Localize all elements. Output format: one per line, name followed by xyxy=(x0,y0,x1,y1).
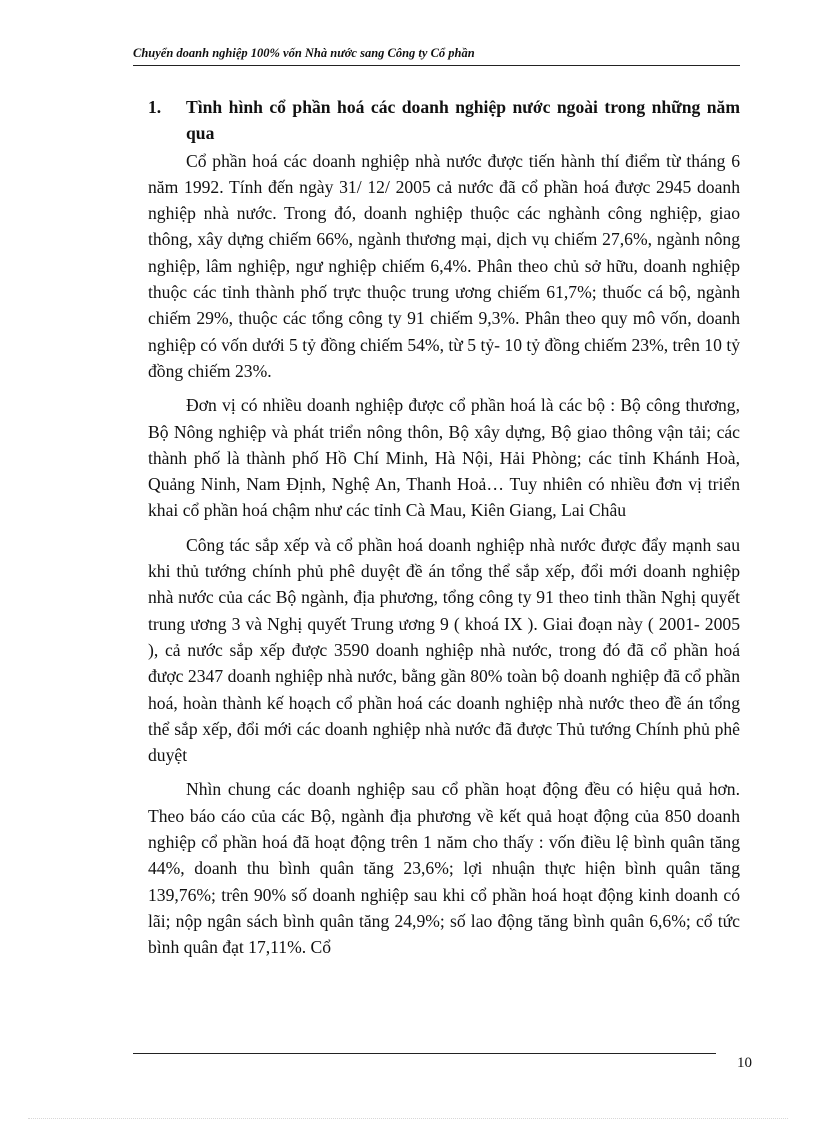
document-body xyxy=(148,94,740,961)
page-number: 10 xyxy=(737,1055,752,1071)
section-title: Tình hình cổ phần hoá các doanh nghiệp nước ngoài trong những năm qua xyxy=(186,97,740,144)
paragraph: Cổ phần hoá các doanh nghiệp nhà nước được tiến hành thí điểm từ tháng 6 năm 1992. Tính đến ngày 31/ 12/ 2005 cả nước đã cổ phần hoá được 2945 doanh nghiệp nhà nước. Trong đó, doanh nghiệp thuộc các nghành công nghiệp, giao thông, xây dựng chiếm 66%, ngành thương mại, dịch vụ chiếm 27,6%, ngành nông nghiệp, lâm nghiệp, ngư nghiệp chiếm 6,4%. Phân theo chủ sở hữu, doanh nghiệp thuộc các tỉnh thành phố trực thuộc trung ương chiếm 61,7%; thuốc cá bộ, ngành chiếm 29%, thuộc các tổng công ty 91 chiếm 9,3%. Phân theo quy mô vốn, doanh nghiệp có vốn dưới 5 tỷ đồng chiếm 54%, từ 5 tỷ- 10 tỷ đồng chiếm 23%, trên 10 tỷ đồng chiếm 23%. xyxy=(148,150,740,381)
footer-divider xyxy=(133,1053,716,1054)
page-edge-divider xyxy=(28,1118,788,1119)
paragraph: Nhìn chung các doanh nghiệp sau cổ phần hoạt động đều có hiệu quả hơn. Theo báo cáo của các Bộ, ngành địa phương về kết quả hoạt động của 850 doanh nghiệp cổ phần hoá đã hoạt động trên 1 năm cho thấy : vốn điều lệ bình quân tăng 44%, doanh thu bình quân tăng 23,6%; lợi nhuận thực hiện bình quân tăng 139,76%; trên 90% số doanh nghiệp sau khi cổ phần hoá hoạt động kinh doanh có lãi; nộp ngân sách bình quân tăng 24,9%; số lao động tăng bình quân 6,6%; cổ tức bình quân đạt 17,11%. Cổ xyxy=(148,779,740,958)
paragraph: Công tác sắp xếp và cổ phần hoá doanh nghiệp nhà nước được đẩy mạnh sau khi thủ tướng chính phủ phê duyệt đề án tổng thể sắp xếp, đổi mới doanh nghiệp nhà nước của các Bộ ngành, địa phương, tổng công ty 91 theo tinh thần Nghị quyết trung ương 3 và Nghị quyết Trung ương 9 ( khoá IX ). Giai đoạn này ( 2001- 2005 ), cả nước sắp xếp được 3590 doanh nghiệp nhà nước, trong đó đã cổ phần hoá được 2347 doanh nghiệp nhà nước, bằng gần 80% toàn bộ doanh nghiệp đã cổ phần hoá, hoàn thành kế hoạch cổ phần hoá các doanh nghiệp nhà nước theo đề án tổng thể sắp xếp, đổi mới các doanh nghiệp nhà nước đã được Thủ tướng Chính phủ phê duyệt xyxy=(148,534,740,766)
paragraph: Đơn vị có nhiều doanh nghiệp được cổ phần hoá là các bộ : Bộ công thương, Bộ Nông nghiệp và phát triển nông thôn, Bộ xây dựng, Bộ giao thông vận tải; các thành phố là thành phố Hồ Chí Minh, Hà Nội, Hải Phòng; các tỉnh Khánh Hoà, Quảng Ninh, Nam Định, Nghệ An, Thanh Hoả… Tuy nhiên có nhiều đơn vị triển khai cổ phần hoá chậm như các tỉnh Cà Mau, Kiên Giang, Lai Châu xyxy=(148,395,740,521)
section-heading xyxy=(148,94,740,147)
section-number: 1. xyxy=(148,97,162,117)
running-header: Chuyển doanh nghiệp 100% vốn Nhà nước sang Công ty Cổ phần xyxy=(133,46,740,66)
